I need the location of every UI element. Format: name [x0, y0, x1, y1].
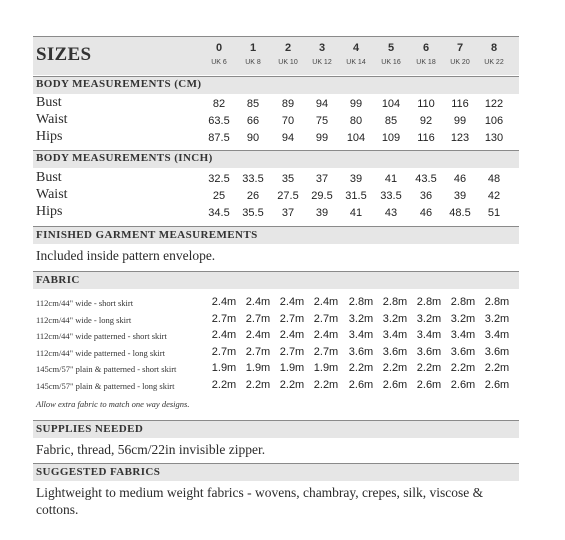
fabric-cell: 2.7m [313, 312, 339, 325]
fabric-cell: 2.6m [382, 378, 408, 391]
size-number: 3 [318, 42, 326, 54]
measurement-cell: 123 [450, 132, 470, 144]
fabric-row-label: 112cm/44" wide patterned - long skirt [36, 347, 165, 358]
measurement-cell: 110 [417, 98, 435, 110]
row-label: Waist [36, 187, 68, 202]
fabric-cell: 3.6m [450, 345, 476, 358]
measurement-cell: 75 [315, 115, 329, 127]
fabric-cell: 2.6m [348, 378, 374, 391]
fabric-cell: 2.4m [245, 329, 271, 341]
measurement-cell: 39 [349, 173, 363, 185]
fabric-row-label: 112cm/44" wide - long skirt [36, 314, 132, 325]
measurement-cell: 94 [315, 98, 329, 110]
measurement-cell: 33.5 [242, 173, 264, 185]
size-uk-label: UK 20 [450, 59, 470, 66]
measurement-cell: 87.5 [208, 132, 230, 144]
fabric-cell: 2.2m [348, 362, 374, 374]
measurement-cell: 25 [212, 190, 226, 202]
fabric-cell: 2.8m [382, 296, 408, 308]
measurement-cell: 41 [349, 207, 363, 219]
measurement-cell: 104 [381, 98, 401, 110]
size-number: 6 [422, 42, 430, 54]
fabric-cell: 2.2m [279, 378, 305, 391]
measurement-cell: 90 [246, 132, 260, 144]
measurement-cell: 109 [381, 132, 401, 144]
fabric-cell: 2.4m [313, 296, 339, 308]
supplies-heading: SUPPLIES NEEDED [36, 423, 144, 435]
fabric-cell: 2.7m [279, 345, 305, 358]
fabric-cell: 3.2m [484, 312, 510, 325]
measurement-cell: 35.5 [242, 207, 264, 219]
size-uk-label: UK 18 [416, 59, 436, 66]
size-number: 5 [387, 42, 395, 54]
finished-heading: FINISHED GARMENT MEASUREMENTS [36, 229, 258, 241]
suggested-heading: SUGGESTED FABRICS [36, 466, 161, 478]
measurement-cell: 43.5 [415, 173, 437, 185]
measurement-cell: 80 [349, 115, 363, 127]
measurement-cell: 48 [487, 173, 501, 185]
measurement-cell: 34.5 [208, 207, 230, 219]
measurement-cell: 27.5 [277, 190, 299, 202]
measurement-cell: 39 [315, 207, 329, 219]
measurement-cell: 32.5 [208, 173, 230, 185]
measurement-cell: 31.5 [345, 190, 367, 202]
size-uk-label: UK 16 [381, 59, 401, 66]
measurement-cell: 106 [484, 115, 504, 127]
fabric-cell: 3.4m [348, 329, 374, 341]
measurement-cell: 46 [453, 173, 467, 185]
fabric-cell: 2.7m [211, 345, 237, 358]
fabric-cell: 3.2m [348, 312, 374, 325]
fabric-row-label: 112cm/44" wide patterned - short skirt [36, 331, 167, 341]
fabric-cell: 2.4m [279, 329, 305, 341]
fabric-cell: 3.6m [382, 345, 408, 358]
fabric-cell: 2.2m [313, 378, 339, 391]
measurement-cell: 92 [419, 115, 433, 127]
fabric-cell: 3.6m [348, 345, 374, 358]
measurement-cell: 51 [487, 207, 501, 219]
measurement-cell: 42 [487, 190, 501, 202]
fabric-cell: 2.4m [211, 296, 237, 308]
fabric-cell: 3.2m [416, 312, 442, 325]
row-label: Hips [36, 204, 63, 219]
size-uk-label: UK 10 [278, 59, 298, 66]
body-cm-heading: BODY MEASUREMENTS (CM) [36, 78, 202, 90]
measurement-cell: 99 [453, 115, 467, 127]
fabric-row-label: 145cm/57" plain & patterned - long skirt [36, 380, 175, 391]
fabric-cell: 2.7m [245, 345, 271, 358]
measurement-cell: 104 [346, 132, 366, 144]
row-label: Bust [36, 170, 62, 185]
body-inch-heading: BODY MEASUREMENTS (INCH) [36, 152, 213, 164]
measurement-cell: 94 [281, 132, 295, 144]
suggested-text: Lightweight to medium weight fabrics - wovens, chambray, crepes, silk, viscose & cottons. [36, 485, 484, 517]
fabric-cell: 3.4m [382, 329, 408, 341]
fabric-cell: 2.4m [313, 329, 339, 341]
fabric-cell: 2.2m [484, 362, 510, 374]
measurement-cell: 85 [246, 98, 260, 110]
measurement-cell: 48.5 [449, 207, 471, 219]
fabric-cell: 1.9m [279, 362, 305, 374]
fabric-cell: 2.7m [245, 312, 271, 325]
fabric-cell: 2.4m [279, 296, 305, 308]
fabric-cell: 3.4m [416, 329, 442, 341]
finished-text: Included inside pattern envelope. [36, 248, 216, 263]
measurement-cell: 46 [419, 207, 433, 219]
fabric-cell: 3.4m [484, 329, 510, 341]
supplies-text: Fabric, thread, 56cm/22in invisible zipper. [36, 442, 266, 457]
measurement-cell: 89 [281, 98, 295, 110]
fabric-cell: 2.8m [348, 296, 374, 308]
size-number: 0 [215, 42, 223, 54]
measurement-cell: 26 [246, 190, 260, 202]
measurement-cell: 85 [384, 115, 398, 127]
fabric-cell: 2.6m [450, 378, 476, 391]
fabric-cell: 2.4m [211, 329, 237, 341]
measurement-cell: 41 [384, 173, 398, 185]
row-label: Waist [36, 112, 68, 127]
row-label: Bust [36, 95, 62, 110]
measurement-cell: 37 [315, 173, 329, 185]
fabric-cell: 3.4m [450, 329, 476, 341]
fabric-row-label: 145cm/57" plain & patterned - short skirt [36, 364, 177, 374]
measurement-cell: 35 [281, 173, 295, 185]
measurement-cell: 82 [212, 98, 226, 110]
fabric-heading: FABRIC [36, 274, 80, 286]
size-number: 2 [284, 42, 292, 54]
sizes-title: SIZES [36, 44, 92, 65]
fabric-row-label: 112cm/44" wide - short skirt [36, 298, 134, 308]
fabric-cell: 1.9m [211, 362, 237, 374]
measurement-cell: 99 [315, 132, 329, 144]
measurement-cell: 37 [281, 207, 295, 219]
fabric-cell: 2.8m [416, 296, 442, 308]
fabric-cell: 3.2m [382, 312, 408, 325]
fabric-cell: 2.2m [450, 362, 476, 374]
measurement-cell: 39 [453, 190, 467, 202]
size-number: 4 [352, 42, 360, 54]
size-number: 1 [249, 42, 257, 54]
measurement-cell: 99 [349, 98, 363, 110]
fabric-cell: 3.6m [484, 345, 510, 358]
fabric-cell: 1.9m [313, 362, 339, 374]
size-uk-label: UK 8 [245, 59, 261, 66]
row-label: Hips [36, 129, 63, 144]
measurement-cell: 36 [419, 190, 433, 202]
fabric-band [33, 272, 519, 289]
fabric-note: Allow extra fabric to match one way designs. [36, 399, 190, 409]
measurement-cell: 70 [281, 115, 295, 127]
measurement-cell: 116 [417, 132, 435, 144]
fabric-cell: 2.8m [450, 296, 476, 308]
fabric-cell: 2.7m [279, 312, 305, 325]
fabric-cell: 2.4m [245, 296, 271, 308]
measurement-cell: 43 [384, 207, 398, 219]
fabric-cell: 3.2m [450, 312, 476, 325]
size-number: 8 [490, 42, 498, 54]
size-uk-label: UK 14 [346, 59, 366, 66]
measurement-cell: 122 [484, 98, 504, 110]
size-uk-label: UK 6 [211, 59, 227, 66]
fabric-cell: 2.8m [484, 296, 510, 308]
fabric-cell: 2.2m [416, 362, 442, 374]
fabric-cell: 2.6m [484, 378, 510, 391]
measurement-cell: 33.5 [380, 190, 402, 202]
fabric-cell: 2.7m [313, 345, 339, 358]
size-uk-label: UK 12 [312, 59, 332, 66]
fabric-cell: 1.9m [245, 362, 271, 374]
fabric-cell: 2.2m [245, 378, 271, 391]
fabric-cell: 2.2m [382, 362, 408, 374]
fabric-cell: 2.7m [211, 312, 237, 325]
measurement-cell: 130 [484, 132, 504, 144]
size-uk-label: UK 22 [484, 59, 504, 66]
fabric-cell: 2.6m [416, 378, 442, 391]
measurement-cell: 116 [451, 98, 469, 110]
measurement-cell: 66 [246, 115, 260, 127]
measurement-cell: 63.5 [208, 115, 230, 127]
size-number: 7 [456, 42, 464, 54]
measurement-cell: 29.5 [311, 190, 333, 202]
fabric-cell: 3.6m [416, 345, 442, 358]
fabric-cell: 2.2m [211, 378, 237, 391]
